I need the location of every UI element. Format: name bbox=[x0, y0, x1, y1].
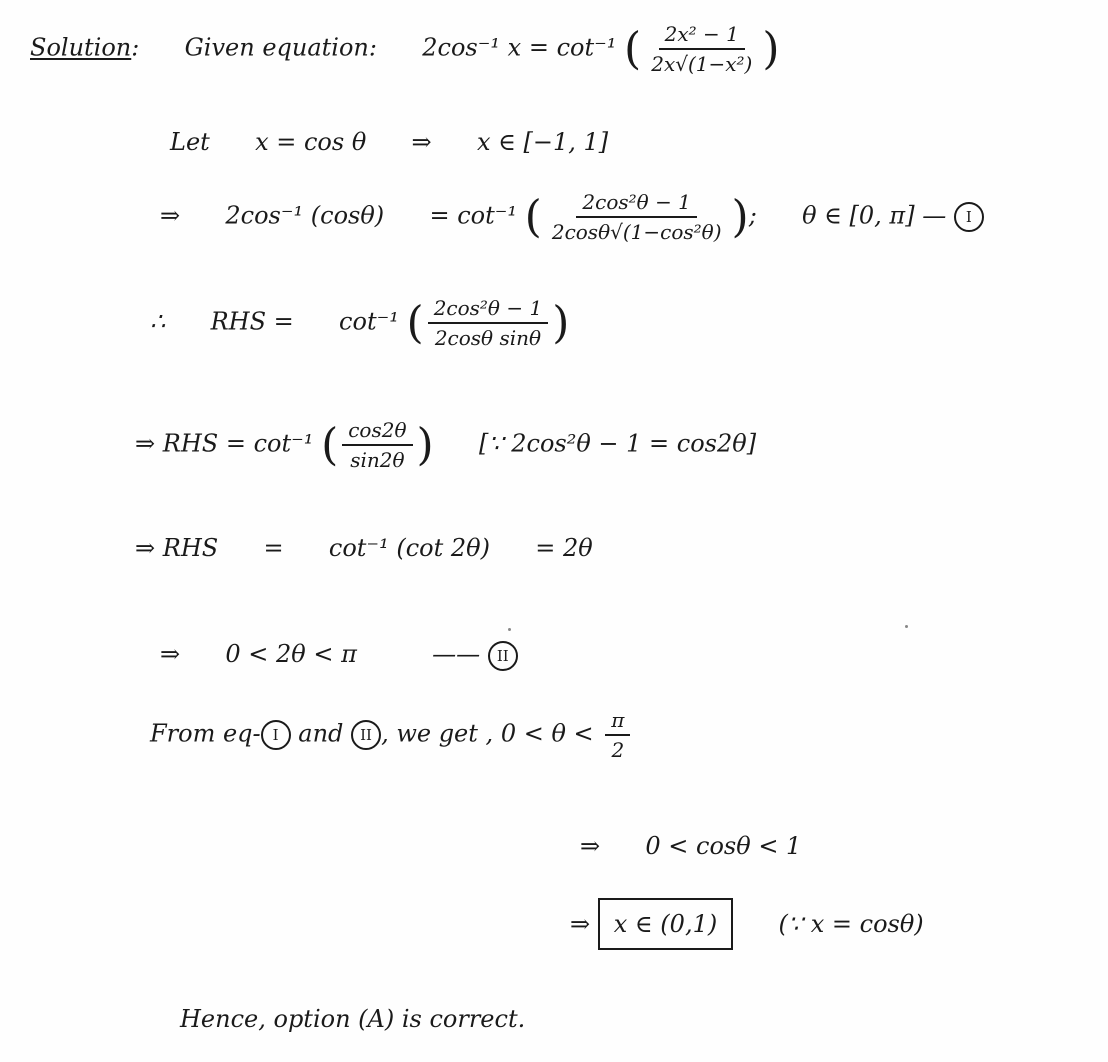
s5-eq2: = bbox=[535, 534, 556, 562]
s3-numerator: 2cos²θ − 1 bbox=[428, 296, 549, 324]
s4-implies: ⇒ bbox=[135, 429, 156, 458]
step-cos-range bbox=[580, 832, 801, 860]
let-domain: x ∈ [−1, 1] bbox=[476, 128, 609, 156]
s2-implies: ⇒ bbox=[160, 201, 181, 230]
given-eq: = bbox=[528, 33, 549, 62]
s3-eq: = bbox=[273, 307, 294, 336]
s4-denominator: sin2θ bbox=[350, 448, 405, 472]
s9-reason: (∵ x = cosθ) bbox=[778, 910, 924, 938]
s2-fraction bbox=[546, 190, 728, 244]
s7-we-get: , we get , bbox=[381, 719, 494, 748]
s3-therefore: ∴ bbox=[150, 307, 166, 336]
s6-ineq: 0 < 2θ < π bbox=[225, 640, 357, 668]
s2-lhs: 2cos⁻¹ (cosθ) bbox=[225, 201, 385, 230]
stray-mark bbox=[905, 625, 908, 628]
s3-rhs: RHS bbox=[210, 307, 267, 336]
s4-rhs: RHS bbox=[162, 429, 219, 458]
s5-rhs: RHS bbox=[162, 534, 219, 562]
tag-ref-1: I bbox=[261, 720, 291, 750]
given-denominator: 2x√(1−x²) bbox=[651, 52, 753, 76]
s2-eq: = bbox=[429, 201, 450, 230]
let-word: Let bbox=[170, 128, 210, 156]
given-numerator: 2x² − 1 bbox=[659, 22, 745, 50]
step-let bbox=[170, 128, 608, 156]
s2-semicolon: ; bbox=[748, 201, 757, 230]
s7-pi: π bbox=[605, 708, 630, 736]
s4-because: [∵ 2cos²θ − 1 = cos2θ] bbox=[478, 429, 757, 458]
header-line: Solution: Given equation: 2cos⁻¹ x = cot⁻¹ ( $\frac{\text{2x² − 1}}{\text{2x√(1−x²)}}$ ) bbox=[30, 22, 780, 76]
s2-numerator: 2cos²θ − 1 bbox=[576, 190, 697, 218]
s3-denominator: 2cosθ sinθ bbox=[434, 326, 542, 350]
let-sub: x = cos θ bbox=[255, 128, 367, 156]
header-colon: : bbox=[131, 33, 140, 62]
conclusion-text: Hence, option (A) is correct. bbox=[180, 1005, 526, 1033]
answer-box: x ∈ (0,1) bbox=[598, 898, 733, 950]
step-rhs-result bbox=[135, 534, 593, 562]
s6-tag-dash: —— bbox=[432, 640, 481, 668]
step-combine bbox=[150, 708, 634, 762]
s4-numerator: cos2θ bbox=[342, 418, 412, 446]
s7-from: From eq- bbox=[150, 719, 261, 748]
step-range-2theta bbox=[160, 640, 518, 671]
s7-and: and bbox=[298, 719, 344, 748]
s2-denominator: 2cosθ√(1−cos²θ) bbox=[551, 220, 722, 244]
given-fraction bbox=[645, 22, 758, 76]
stray-mark bbox=[508, 628, 511, 631]
s2-cot-inv: cot⁻¹ bbox=[457, 201, 518, 230]
s5-expr: cot⁻¹ (cot 2θ) bbox=[328, 534, 490, 562]
s5-implies: ⇒ bbox=[135, 534, 156, 562]
s2-range: θ ∈ [0, π] bbox=[802, 201, 915, 230]
tag-circle-2: II bbox=[488, 641, 518, 671]
s3-cot-inv: cot⁻¹ bbox=[339, 307, 399, 336]
s9-implies: ⇒ bbox=[570, 910, 591, 938]
s5-result: 2θ bbox=[562, 534, 593, 562]
s8-implies: ⇒ bbox=[580, 832, 601, 860]
tag-ref-2: II bbox=[351, 720, 381, 750]
given-lhs: 2cos⁻¹ x bbox=[422, 33, 522, 62]
s8-ineq: 0 < cosθ < 1 bbox=[645, 832, 802, 860]
s7-ineq: 0 < θ < bbox=[500, 719, 594, 748]
tag-circle-1: I bbox=[954, 202, 984, 232]
s6-implies: ⇒ bbox=[160, 640, 181, 668]
s2-tag-dash: — bbox=[922, 201, 947, 230]
s5-eq: = bbox=[263, 534, 284, 562]
step-rhs-cos2: ⇒ RHS = cot⁻¹ ( $\frac{\cos 2\theta}{\sin 2\theta}$ ) [∵ 2cos²θ − 1 = cos2θ] bbox=[135, 418, 757, 472]
given-label: Given equation: bbox=[184, 33, 377, 62]
s4-fraction bbox=[342, 418, 412, 472]
let-implies: ⇒ bbox=[411, 128, 432, 156]
s7-two: 2 bbox=[611, 738, 625, 762]
s4-eq: = bbox=[225, 429, 246, 458]
s3-fraction bbox=[428, 296, 549, 350]
conclusion bbox=[180, 1005, 525, 1033]
solution-label: Solution bbox=[30, 33, 132, 62]
s4-cot-inv: cot⁻¹ bbox=[253, 429, 314, 458]
step-rhs: ∴ RHS = cot⁻¹ ( $\frac{\text{2cos²θ − 1}}{\text{2cosθ sinθ}}$ ) bbox=[150, 296, 570, 350]
step-answer bbox=[570, 910, 924, 938]
s7-pi-half bbox=[605, 708, 630, 762]
given-cot-inv: cot⁻¹ bbox=[556, 33, 617, 62]
step-substitute: ⇒ 2cos⁻¹ (cosθ) = cot⁻¹ ( $\frac{\text{2cos²θ − 1}}{\text{2cosθ√(1−cos²θ)}}$ ); θ ∈ [0, π] — I bbox=[160, 190, 984, 244]
